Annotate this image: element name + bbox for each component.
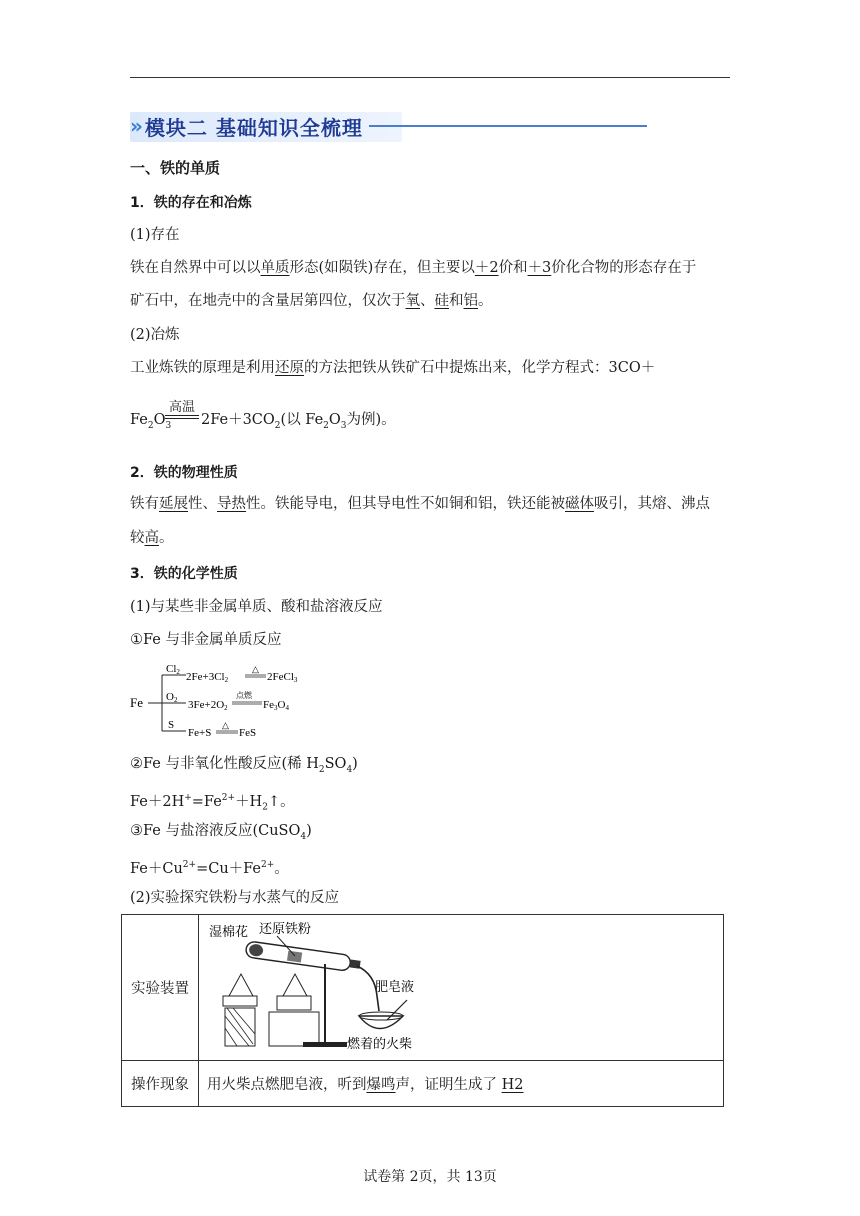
apparatus-diagram <box>207 916 467 1056</box>
text: ②Fe 与非氧化性酸反应(稀 H <box>130 756 319 772</box>
eq3-condition: △ <box>222 720 229 730</box>
cotton-icon <box>248 943 264 957</box>
physical-paragraph-line1 <box>130 494 710 514</box>
reaction-condition: 高温 <box>169 400 196 415</box>
answer-blank: H2 <box>501 1077 524 1093</box>
text: 性、 <box>188 496 217 512</box>
superscript: 2+ <box>261 860 275 870</box>
text: O <box>153 412 166 428</box>
cl2-reagent: Cl2 <box>166 663 180 676</box>
answer-blank: 延展 <box>159 496 188 512</box>
text: 铁在自然界中可以以 <box>130 260 261 276</box>
text: 2Fe＋3CO <box>201 412 275 428</box>
answer-blank: 铝 <box>463 293 478 309</box>
text: 。 <box>274 860 289 877</box>
banner-title: 模块二 基础知识全梳理 <box>144 115 363 140</box>
text: 为例)。 <box>346 412 396 428</box>
subsection-title-3: 3．铁的化学性质 <box>130 566 238 582</box>
exp-label: (2)实验探究铁粉与水蒸气的反应 <box>130 890 340 906</box>
delivery-tube <box>357 966 379 1011</box>
text: 的方法把铁从铁矿石中提炼出来，化学方程式：3CO＋ <box>304 360 656 376</box>
text: (以 Fe <box>280 412 324 428</box>
text: ) <box>306 823 312 839</box>
eq3-left: Fe+S <box>188 727 212 739</box>
acid-equation <box>130 788 295 818</box>
text: ) <box>352 756 358 772</box>
page-footer: 试卷第 2页，共 13页 <box>363 1169 497 1185</box>
text: 形态(如陨铁)存在，但主要以 <box>289 260 475 276</box>
text: 价和 <box>498 260 528 276</box>
answer-blank: 磁体 <box>565 496 594 512</box>
text: 。 <box>478 293 493 309</box>
superscript: 2+ <box>182 860 197 870</box>
superscript: 2+ <box>221 793 236 803</box>
module-banner <box>130 112 647 140</box>
test-tube <box>245 940 361 972</box>
diagram-fe: Fe <box>130 695 143 710</box>
answer-blank: 单质 <box>260 260 290 276</box>
item-2 <box>130 754 358 780</box>
label-match: 燃着的火柴 <box>347 1036 413 1052</box>
header-rule <box>130 77 730 78</box>
text: 声，证明生成了 <box>395 1077 502 1093</box>
eq2-condition: 点燃 <box>236 691 252 700</box>
soap-dish <box>359 1016 403 1029</box>
text: 、 <box>420 293 435 309</box>
text: 用火柴点燃肥皂液，听到 <box>207 1077 367 1093</box>
smelt-paragraph-line1 <box>130 358 655 378</box>
smelt-equation-rhs <box>201 410 396 436</box>
text: =Cu＋Fe <box>196 860 262 877</box>
text: 性。铁能导电，但其导电性不如铜和铝，铁还能被 <box>246 496 565 512</box>
answer-blank: 导热 <box>217 496 246 512</box>
text: O <box>328 412 341 428</box>
react-label: (1)与某些非金属单质、酸和盐溶液反应 <box>130 599 383 615</box>
eq1-right: 2FeCl3 <box>267 671 298 684</box>
text: 矿石中，在地壳中的含量居第四位，仅次于 <box>130 293 406 309</box>
double-chevron-icon: » <box>130 114 139 138</box>
match-stick <box>387 1000 407 1020</box>
apparatus-cell <box>199 915 724 1061</box>
subscript: 3 <box>340 420 347 431</box>
text: =Fe <box>191 793 222 810</box>
stand-base <box>303 1042 347 1047</box>
iron-powder-icon <box>287 950 302 962</box>
exist-paragraph-line1 <box>130 258 696 278</box>
subsection-title-1: 1．铁的存在和冶炼 <box>130 195 252 211</box>
eq1-left: 2Fe+3Cl2 <box>186 671 229 684</box>
o2-reagent: O2 <box>166 691 178 704</box>
smelt-label: (2)冶炼 <box>130 327 180 343</box>
item-3 <box>130 821 312 847</box>
eq2-left: 3Fe+2O2 <box>188 699 228 712</box>
subscript: 2 <box>323 420 329 431</box>
text: Fe＋Cu <box>130 860 183 877</box>
eq3-right: FeS <box>239 727 257 739</box>
label-wet-cotton: 湿棉花 <box>209 924 249 940</box>
subscript: 3 <box>165 420 172 431</box>
answer-blank: 爆鸣 <box>366 1077 396 1093</box>
text: Fe <box>130 412 148 428</box>
table-row <box>122 1061 724 1107</box>
subscript: 4 <box>300 831 307 842</box>
text: 。 <box>159 530 174 546</box>
eq2-right: Fe3O4 <box>263 699 289 712</box>
text: 铁有 <box>130 496 159 512</box>
smelt-equation <box>130 410 171 436</box>
subscript: 2 <box>274 420 281 431</box>
answer-blank: ＋3 <box>527 260 552 276</box>
subscript: 2 <box>147 420 154 431</box>
text: Fe＋2H <box>130 793 185 810</box>
text: ↑。 <box>267 793 295 810</box>
s-reagent: S <box>168 719 175 731</box>
answer-blank: 氧 <box>405 293 420 309</box>
item-1: ①Fe 与非金属单质反应 <box>130 632 282 648</box>
salt-equation <box>130 855 289 879</box>
subscript: 2 <box>318 764 325 775</box>
label-soap: 肥皂液 <box>375 979 415 995</box>
text: SO <box>324 756 347 772</box>
text: ③Fe 与盐溶液反应(CuSO <box>130 823 301 839</box>
answer-blank: 硅 <box>434 293 449 309</box>
alcohol-lamp-right <box>269 974 319 1046</box>
physical-paragraph-line2 <box>130 528 174 548</box>
section-title: 一、铁的单质 <box>130 159 221 177</box>
text: 吸引，其熔、沸点 <box>594 496 710 512</box>
row-label-phenomenon: 操作现象 <box>122 1061 199 1107</box>
eq1-condition: △ <box>252 664 259 674</box>
text: ＋H <box>235 793 263 810</box>
text: 价化合物的形态存在于 <box>551 260 697 276</box>
banner-line <box>369 125 647 127</box>
subscript: 2 <box>262 802 268 813</box>
alcohol-lamp-left <box>223 974 257 1046</box>
text: 较 <box>130 530 145 546</box>
text: 和 <box>449 293 464 309</box>
exist-label: (1)存在 <box>130 227 180 243</box>
table-row <box>122 915 724 1061</box>
answer-blank: ＋2 <box>474 260 499 276</box>
text: 工业炼铁的原理是利用 <box>130 360 275 376</box>
superscript: + <box>184 793 192 803</box>
phenomenon-cell <box>199 1061 724 1107</box>
label-iron-powder: 还原铁粉 <box>259 921 312 937</box>
experiment-table <box>121 914 724 1107</box>
answer-blank: 还原 <box>275 360 304 376</box>
subscript: 4 <box>346 764 353 775</box>
exist-paragraph-line2 <box>130 291 493 311</box>
answer-blank: 高 <box>144 530 159 546</box>
subsection-title-2: 2．铁的物理性质 <box>130 465 238 481</box>
row-label-apparatus: 实验装置 <box>122 915 199 1061</box>
fe-reaction-diagram <box>128 660 308 740</box>
